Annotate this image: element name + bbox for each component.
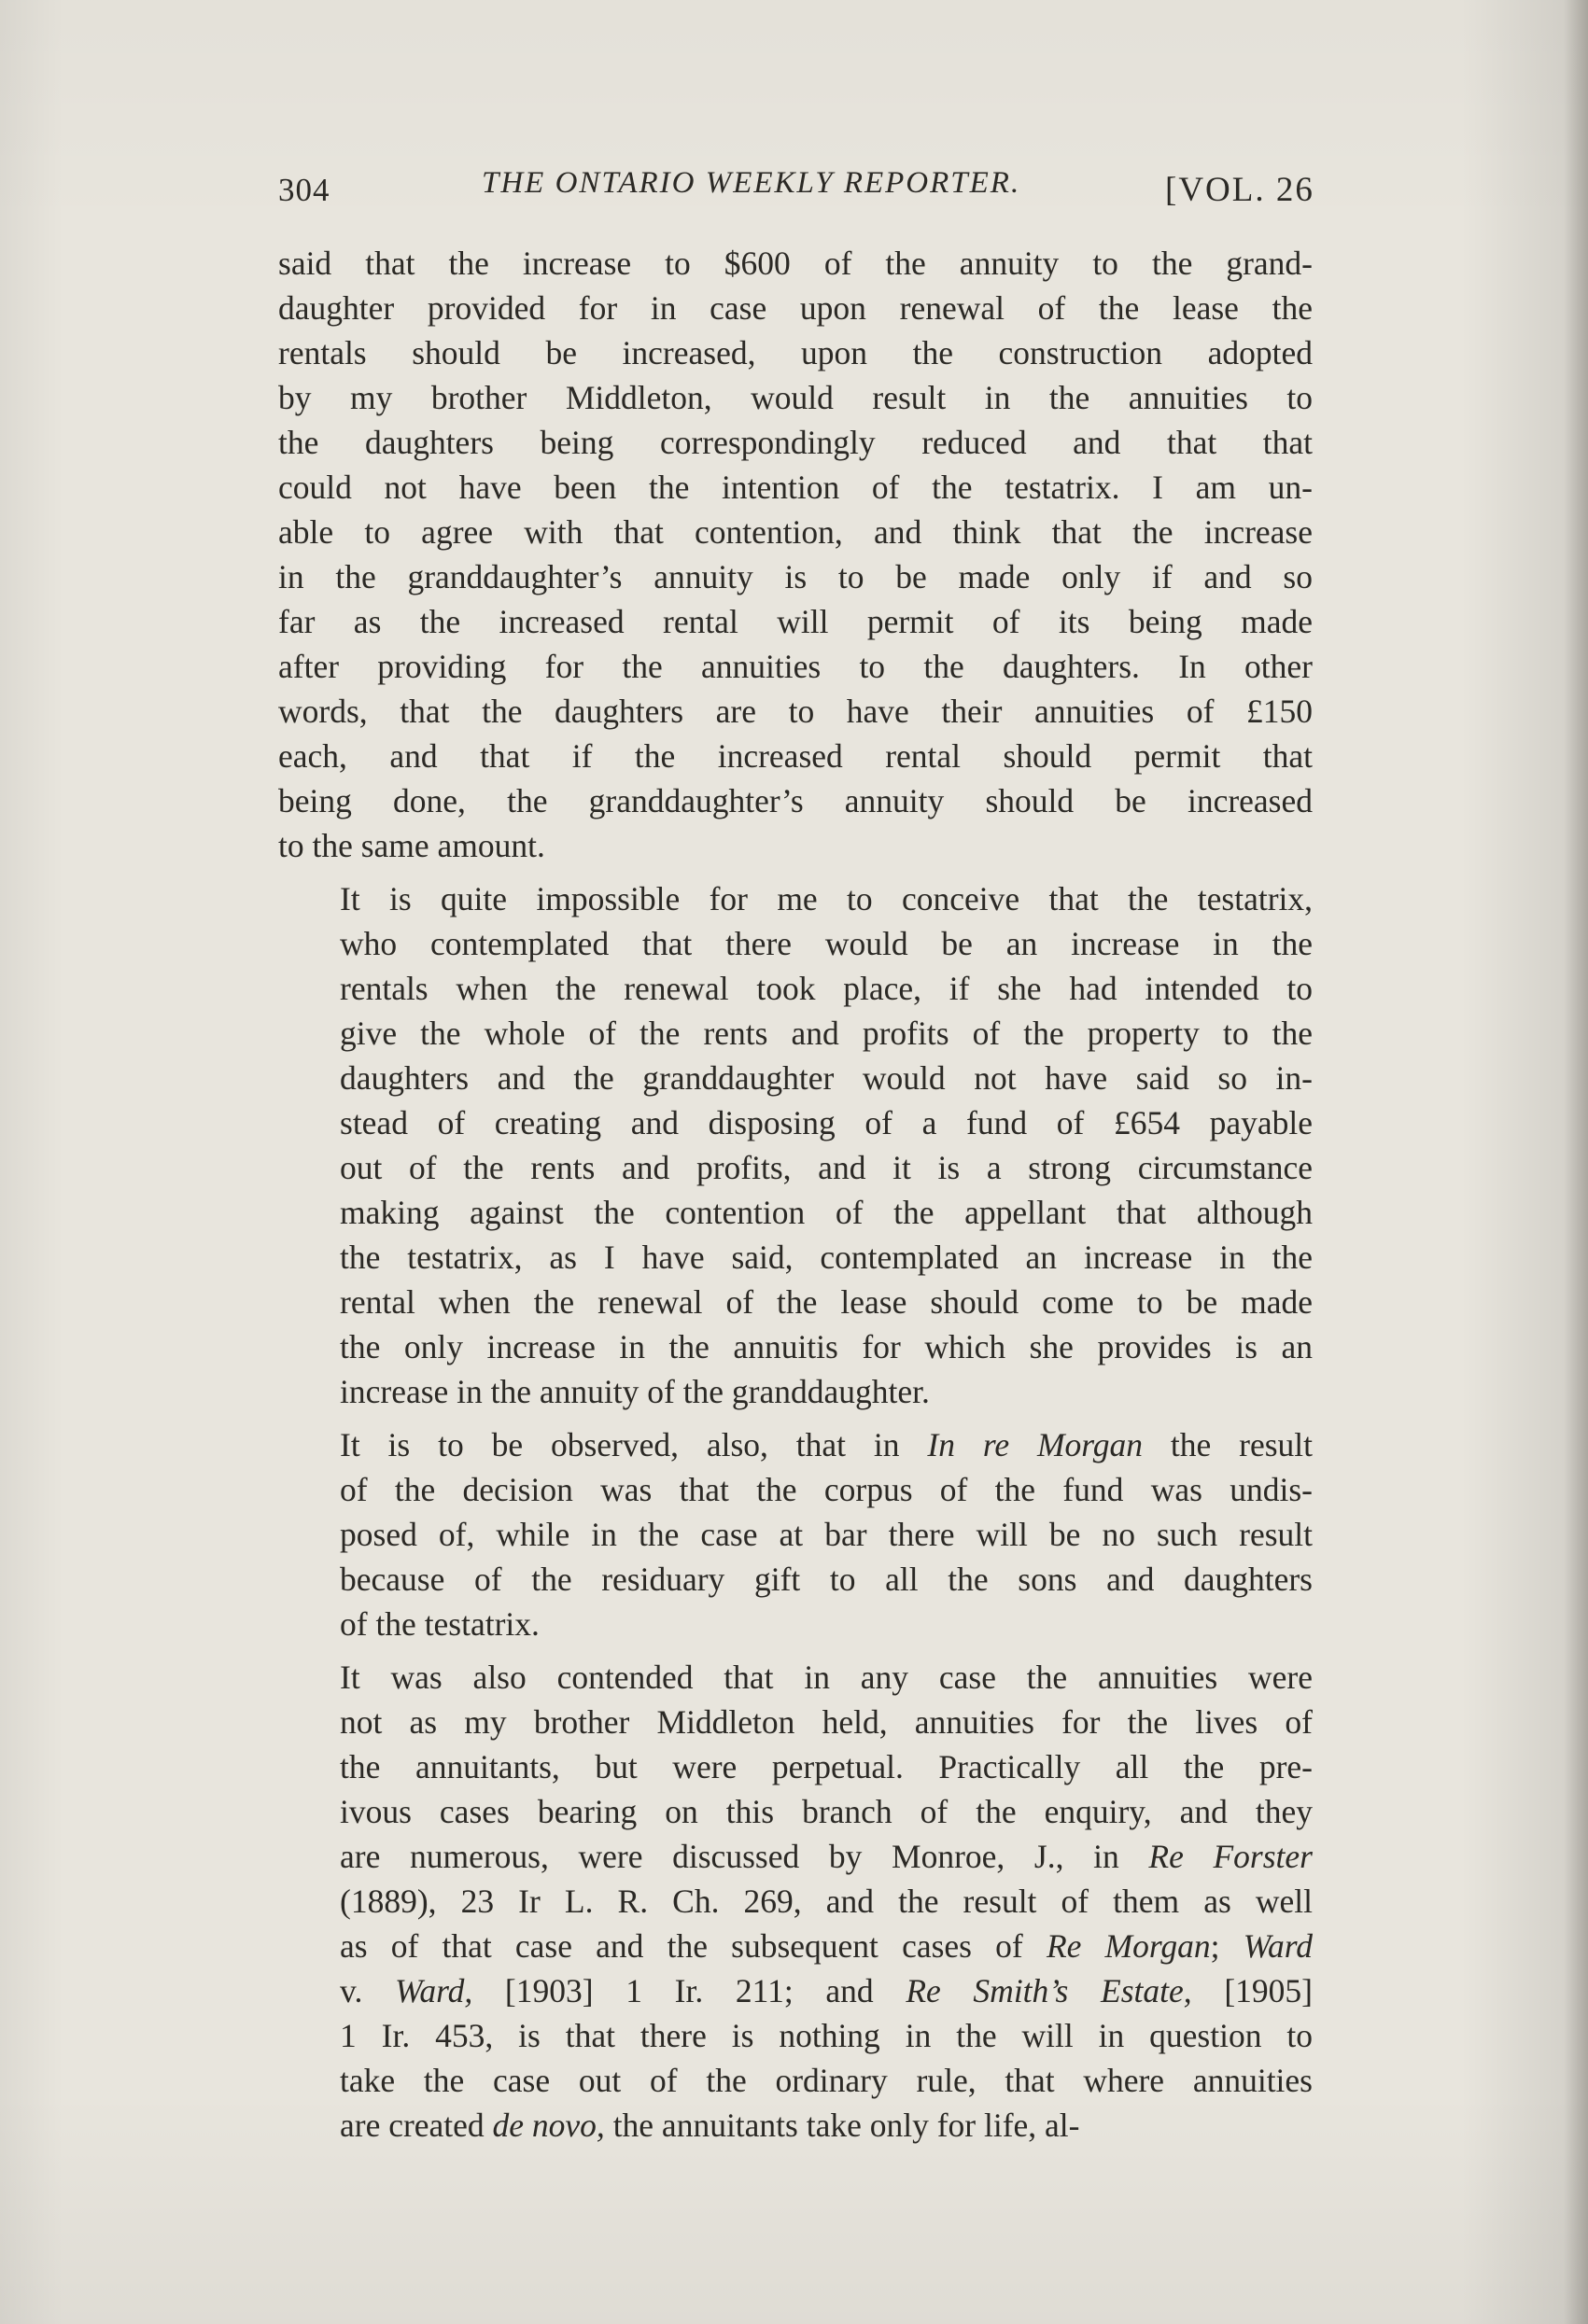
text-line: stead of creating and disposing of a fund of £654 payable [340,1104,1313,1141]
text-line: It is to be observed, also, that in In re Morgan the result [340,1426,1313,1463]
text-line: daughters and the granddaughter would not have said so in- [340,1059,1313,1097]
text-line: posed of, while in the case at bar there will be no such result [340,1516,1313,1553]
text-line: are created de novo, the annuitants take only for life, al- [340,2107,1080,2144]
paragraph [278,1422,1313,1646]
text-line: ivous cases bearing on this branch of the enquiry, and they [340,1793,1313,1830]
text-line: 1 Ir. 453, is that there is nothing in the will in question to [340,2017,1313,2054]
text-line: It is quite impossible for me to conceive that the testatrix, [340,880,1313,917]
text-line: could not have been the intention of the testatrix. I am un- [278,469,1313,506]
paragraph [278,876,1313,1414]
body-text [278,241,1313,2156]
binding-shadow [1564,0,1588,2324]
text-line: out of the rents and profits, and it is a strong circumstance [340,1149,1313,1186]
text-line: making against the contention of the appellant that although [340,1194,1313,1231]
text-line: take the case out of the ordinary rule, that where annuities [340,2062,1313,2099]
text-line: rentals should be increased, upon the construction adopted [278,334,1313,371]
text-line: the testatrix, as I have said, contemplated an increase in the [340,1239,1313,1276]
running-header [278,166,1324,222]
text-line: v. Ward, [1903] 1 Ir. 211; and Re Smith’s Estate, [1905] [340,1972,1313,2009]
text-line: to the same amount. [278,827,545,864]
text-line: being done, the granddaughter’s annuity should be increased [278,782,1313,819]
text-line: daughter provided for in case upon renewal of the lease the [278,289,1313,327]
text-line: each, and that if the increased rental should permit that [278,737,1313,775]
text-line: by my brother Middleton, would result in the annuities to [278,379,1313,416]
text-line: because of the residuary gift to all the sons and daughters [340,1561,1313,1598]
text-line: increase in the annuity of the granddaughter. [340,1373,930,1410]
text-line: after providing for the annuities to the daughters. In other [278,648,1313,685]
text-line: are numerous, were discussed by Monroe, J., in Re Forster [340,1838,1313,1875]
volume-number: [VOL. 26 [1165,171,1314,209]
text-line: who contemplated that there would be an increase in the [340,925,1313,962]
text-line: rental when the renewal of the lease should come to be made [340,1283,1313,1321]
running-title: THE ONTARIO WEEKLY REPORTER. [482,166,1021,200]
text-line: the annuitants, but were perpetual. Practically all the pre- [340,1748,1313,1785]
text-line: words, that the daughters are to have their annuities of £150 [278,693,1313,730]
text-line: far as the increased rental will permit of its being made [278,603,1313,640]
text-line: (1889), 23 Ir L. R. Ch. 269, and the result of them as well [340,1883,1313,1920]
text-line: not as my brother Middleton held, annuities for the lives of [340,1703,1313,1741]
text-line: of the decision was that the corpus of the fund was undis- [340,1471,1313,1508]
text-line: the only increase in the annuitis for which she provides is an [340,1328,1313,1365]
text-line: It was also contended that in any case the annuities were [340,1659,1313,1696]
text-line: in the granddaughter’s annuity is to be made only if and so [278,558,1313,595]
text-line: the daughters being correspondingly reduced and that that [278,424,1313,461]
text-line: able to agree with that contention, and think that the increase [278,513,1313,551]
paragraph [278,241,1313,868]
text-line: give the whole of the rents and profits of the property to the [340,1015,1313,1052]
text-line: rentals when the renewal took place, if she had intended to [340,970,1313,1007]
page-number: 304 [278,172,330,208]
paragraph [278,1655,1313,2148]
text-line: of the testatrix. [340,1605,540,1643]
text-line: said that the increase to $600 of the annuity to the grand- [278,245,1313,282]
text-line: as of that case and the subsequent cases of Re Morgan; Ward [340,1927,1313,1965]
